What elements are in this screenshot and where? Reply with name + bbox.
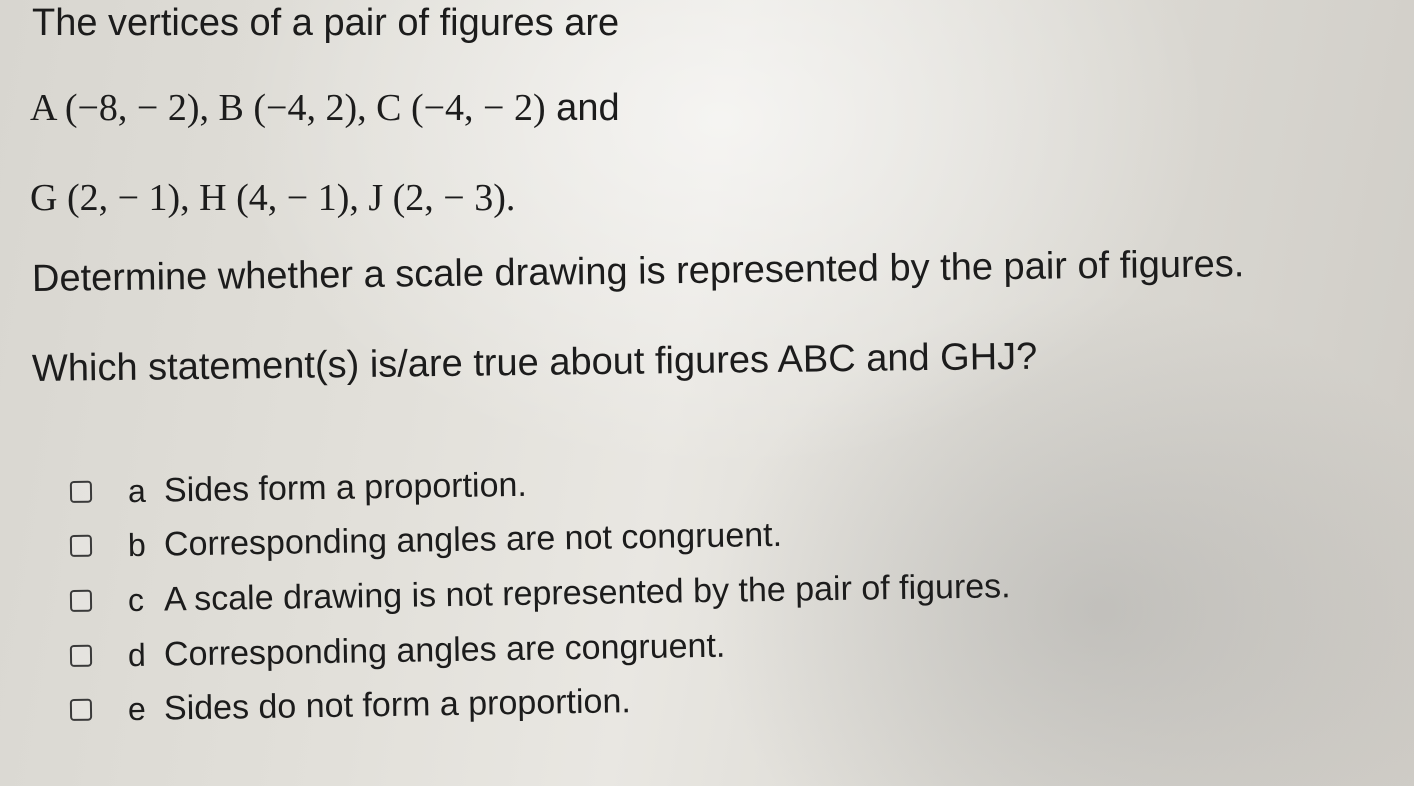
question-prompt-which: Which statement(s) is/are true about figures ABC and GHJ?: [31, 335, 1038, 390]
option-text-b: Corresponding angles are not congruent.: [163, 515, 783, 564]
option-c[interactable]: [70, 564, 1011, 623]
checkbox-e[interactable]: [70, 699, 92, 721]
option-text-e: Sides do not form a proportion.: [163, 681, 632, 728]
question-intro: The vertices of a pair of figures are: [32, 2, 620, 44]
checkbox-d[interactable]: [70, 645, 92, 667]
vertices-and-word: and: [545, 87, 620, 129]
option-letter-a: a: [127, 472, 147, 509]
vertices-line-ghj: G (2, − 1), H (4, − 1), J (2, − 3).: [30, 177, 516, 219]
option-letter-d: d: [127, 636, 147, 673]
option-letter-e: e: [127, 690, 147, 727]
option-text-c: A scale drawing is not represented by the pair of figures.: [163, 566, 1011, 619]
checkbox-a[interactable]: [70, 481, 92, 503]
option-a[interactable]: [70, 463, 527, 514]
checkbox-c[interactable]: [70, 590, 92, 612]
checkbox-b[interactable]: [70, 535, 92, 557]
vertices-abc-math: A (−8, − 2), B (−4, 2), C (−4, − 2): [30, 87, 546, 129]
question-prompt-determine: Determine whether a scale drawing is represented by the pair of figures.: [31, 243, 1245, 300]
option-b[interactable]: [70, 513, 783, 568]
vertices-line-abc: [30, 86, 620, 130]
option-e[interactable]: [70, 679, 631, 732]
option-d[interactable]: [70, 624, 726, 678]
option-text-a: Sides form a proportion.: [163, 465, 528, 510]
option-letter-c: c: [127, 581, 145, 618]
option-text-d: Corresponding angles are congruent.: [163, 626, 726, 674]
option-letter-b: b: [127, 526, 147, 563]
